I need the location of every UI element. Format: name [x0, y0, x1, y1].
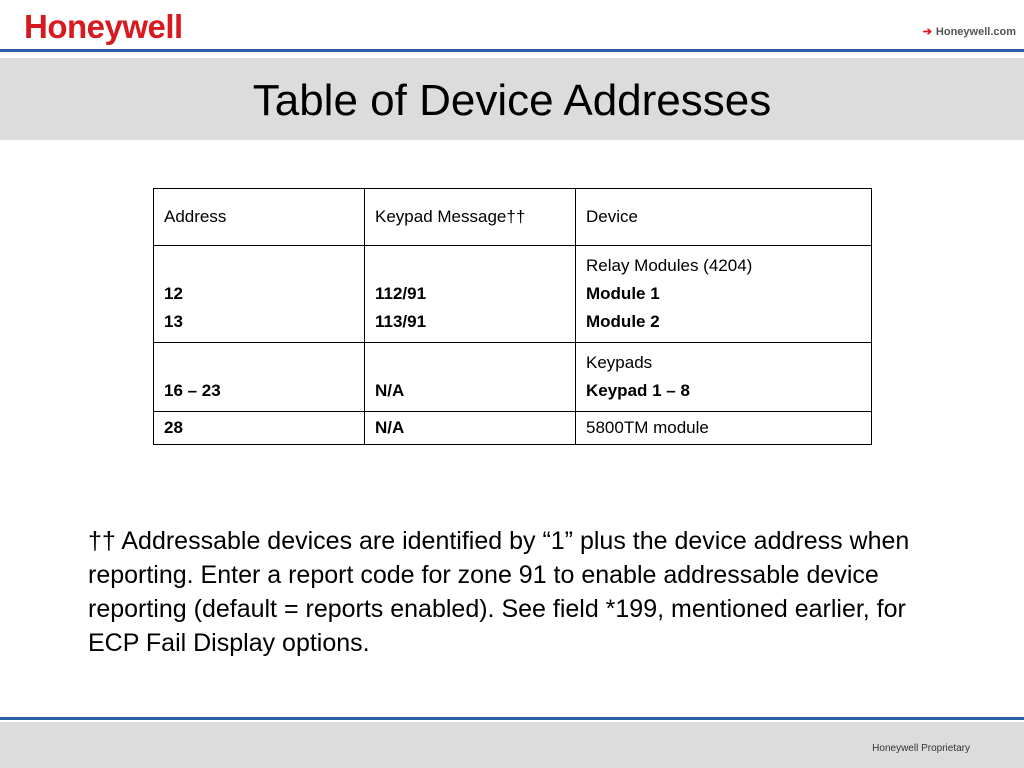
- footer-rule: [0, 717, 1024, 720]
- table-row: [154, 343, 872, 412]
- page-title: Table of Device Addresses: [252, 76, 772, 125]
- keypad-message-value: 113/91: [375, 312, 427, 331]
- device-cell: 5800TM module: [576, 412, 872, 445]
- keypad-message-cell: N/A: [365, 412, 576, 445]
- arrow-right-icon: ➔: [922, 26, 932, 38]
- address-value: 12: [164, 284, 183, 303]
- footnote-text: †† Addressable devices are identified by “1” plus the device address when reporting. Enter a report code for zone 91 to enable addressable device reporting (default = reports enabled). See field *199, mentioned earlier, for ECP Fail Display options.: [88, 527, 910, 657]
- table-row: [154, 412, 872, 445]
- header-device: Device: [576, 189, 872, 246]
- keypad-message-cell: N/A: [365, 343, 576, 412]
- header-rule: [0, 49, 1024, 52]
- address-value: 13: [164, 312, 183, 331]
- keypad-message-value: 112/91: [375, 284, 427, 303]
- device-address-table: [153, 188, 872, 445]
- keypad-message-cell: [365, 246, 576, 343]
- address-cell: 28: [154, 412, 365, 445]
- honeywell-logo: Honeywell: [24, 8, 183, 45]
- header-keypad-message: Keypad Message††: [365, 189, 576, 246]
- device-value: Module 1: [586, 284, 660, 303]
- address-cell: [154, 246, 365, 343]
- footer-band: [0, 722, 1024, 768]
- device-group-title: Keypads: [586, 353, 653, 372]
- footer-proprietary: Honeywell Proprietary: [872, 743, 970, 754]
- honeywell-com-link[interactable]: [923, 25, 1016, 38]
- device-cell: [576, 343, 872, 412]
- address-cell: 16 – 23: [154, 343, 365, 412]
- honeywell-com-label: Honeywell.com: [935, 26, 1016, 38]
- device-value: Module 2: [586, 312, 660, 331]
- table-header-row: [154, 189, 872, 246]
- device-value: Keypad 1 – 8: [586, 381, 690, 400]
- table-row: [154, 246, 872, 343]
- device-group-title: Relay Modules (4204): [586, 256, 753, 275]
- header-address: Address: [154, 189, 365, 246]
- device-cell: [576, 246, 872, 343]
